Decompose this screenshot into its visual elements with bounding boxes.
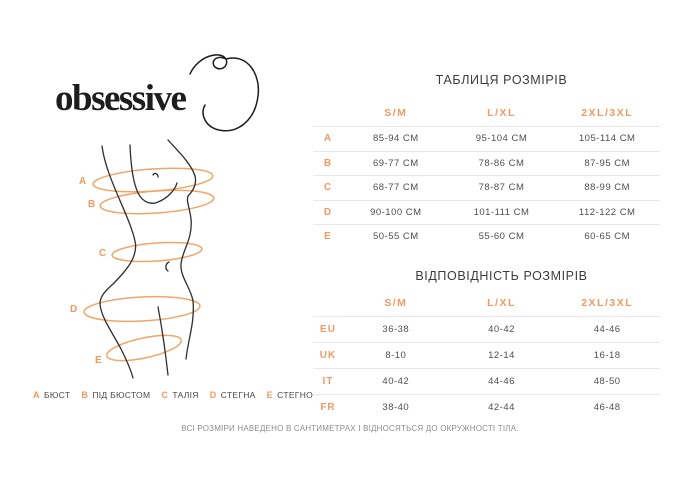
table-row bbox=[313, 175, 660, 200]
legend-letter: A bbox=[33, 390, 40, 400]
cell-value: 44-46 bbox=[593, 323, 621, 335]
cell-value: 87-95 CM bbox=[584, 157, 631, 169]
row-label: A bbox=[323, 133, 333, 145]
table-row bbox=[313, 394, 660, 420]
logo-text: obsessive bbox=[55, 78, 186, 119]
conversion-table-header bbox=[313, 290, 660, 316]
legend-letter: B bbox=[81, 390, 89, 400]
table-row bbox=[313, 224, 660, 249]
column-header-sm: S/M bbox=[384, 107, 408, 119]
table-row bbox=[313, 316, 660, 342]
legend-label: ТАЛІЯ bbox=[172, 390, 199, 400]
cell-value: 40-42 bbox=[382, 375, 410, 387]
tables-panel bbox=[313, 72, 660, 420]
row-label: UK bbox=[319, 349, 337, 361]
row-label: EU bbox=[320, 323, 336, 335]
column-header-lxl: L/XL bbox=[487, 296, 516, 309]
logo-flourish-icon bbox=[190, 55, 258, 131]
legend-label: СТЕГНА bbox=[220, 390, 256, 400]
row-label: B bbox=[323, 157, 333, 169]
column-header-lxl: L/XL bbox=[487, 107, 516, 119]
legend-item-underbust bbox=[81, 390, 150, 400]
measurement-legend bbox=[33, 390, 314, 400]
cell-value: 40-42 bbox=[488, 323, 515, 335]
thigh-letter: E bbox=[95, 355, 102, 366]
cell-value: 44-46 bbox=[488, 375, 515, 387]
body-right-outline bbox=[168, 140, 196, 359]
cell-value: 78-86 CM bbox=[478, 157, 525, 169]
hips-letter: D bbox=[70, 304, 78, 315]
cell-value: 88-99 CM bbox=[584, 182, 631, 194]
legend-item-hips bbox=[210, 390, 256, 400]
column-header-sm: S/M bbox=[384, 296, 408, 309]
legend-letter: E bbox=[266, 390, 274, 400]
size-table-header bbox=[313, 100, 660, 126]
cell-value: 12-14 bbox=[488, 349, 515, 361]
row-label: IT bbox=[322, 375, 334, 387]
table-row bbox=[313, 342, 660, 368]
footnote: ВСІ РОЗМІРИ НАВЕДЕНО В САНТИМЕТРАХ І ВІДНОСЯТЬСЯ ДО ОКРУЖНОСТІ ТІЛА. bbox=[181, 424, 519, 433]
table-row bbox=[313, 368, 660, 394]
cell-value: 38-40 bbox=[382, 401, 410, 413]
row-label: FR bbox=[320, 401, 336, 413]
cell-value: 85-94 CM bbox=[372, 133, 419, 145]
body-measurement-figure bbox=[25, 128, 275, 393]
table-row bbox=[313, 151, 660, 176]
legend-label: БЮСТ bbox=[44, 390, 71, 400]
column-header-2xl3xl: 2XL/3XL bbox=[581, 296, 634, 309]
cell-value: 42-44 bbox=[488, 401, 515, 413]
waist-letter: C bbox=[99, 248, 107, 259]
conversion-table-title: ВІДПОВІДНІСТЬ РОЗМІРІВ bbox=[415, 268, 588, 283]
legend-letter: C bbox=[161, 390, 169, 400]
cell-value: 78-87 CM bbox=[478, 182, 525, 194]
row-label: E bbox=[324, 231, 332, 243]
conversion-table bbox=[313, 290, 660, 420]
cell-value: 50-55 CM bbox=[372, 231, 419, 243]
legend-item-thigh bbox=[267, 390, 313, 400]
table-row bbox=[313, 126, 660, 151]
inner-leg-line bbox=[158, 307, 168, 375]
legend-label: ПІД БЮСТОМ bbox=[92, 390, 151, 400]
size-table bbox=[313, 100, 660, 249]
thigh-ellipse bbox=[105, 330, 183, 365]
legend-label: СТЕГНО bbox=[277, 390, 314, 400]
waist-ellipse bbox=[111, 240, 202, 264]
cell-value: 105-114 CM bbox=[578, 133, 636, 145]
cell-value: 101-111 CM bbox=[473, 206, 530, 218]
legend-item-waist bbox=[161, 390, 198, 400]
cell-value: 48-50 bbox=[593, 375, 621, 387]
cell-value: 60-65 CM bbox=[584, 231, 631, 243]
column-header-2xl3xl: 2XL/3XL bbox=[581, 107, 634, 119]
nipple-mark bbox=[153, 174, 158, 177]
body-left-outline bbox=[100, 146, 136, 378]
size-table-title: ТАБЛИЦЯ РОЗМІРІВ bbox=[435, 73, 568, 87]
cell-value: 90-100 CM bbox=[370, 206, 422, 218]
cell-value: 55-60 CM bbox=[478, 231, 525, 243]
cell-value: 46-48 bbox=[593, 401, 621, 413]
measurement-ellipses bbox=[83, 165, 214, 366]
underbust-letter: B bbox=[88, 199, 96, 210]
cell-value: 68-77 CM bbox=[372, 182, 419, 194]
cell-value: 69-77 CM bbox=[372, 157, 419, 169]
cell-value: 112-122 CM bbox=[578, 206, 636, 218]
cell-value: 95-104 CM bbox=[475, 133, 528, 145]
cell-value: 16-18 bbox=[593, 349, 621, 361]
legend-letter: D bbox=[209, 390, 217, 400]
row-label: C bbox=[323, 182, 333, 194]
row-label: D bbox=[323, 206, 333, 218]
navel-mark bbox=[166, 262, 169, 271]
cell-value: 8-10 bbox=[385, 349, 407, 361]
table-row bbox=[313, 200, 660, 225]
bust-letter: A bbox=[79, 176, 87, 187]
legend-item-bust bbox=[33, 390, 70, 400]
cell-value: 36-38 bbox=[382, 323, 410, 335]
